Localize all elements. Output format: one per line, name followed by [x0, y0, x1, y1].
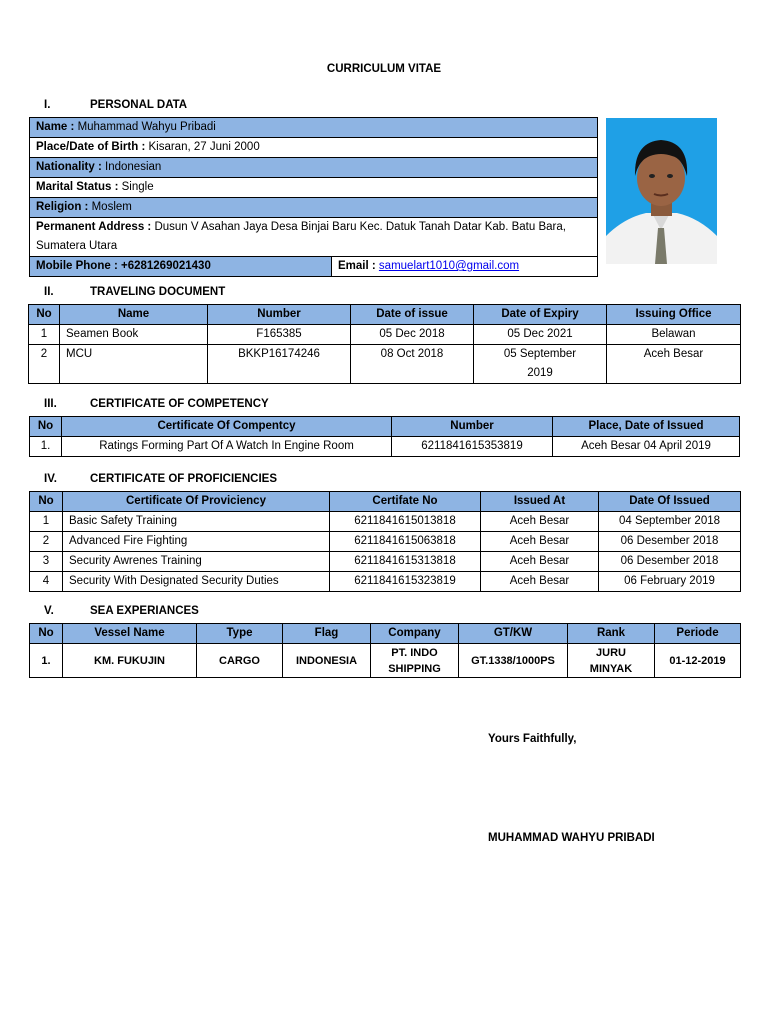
cell-no: 4 [30, 572, 63, 592]
cell-certificate-no: 6211841615323819 [330, 572, 481, 592]
cell-date-issued: 06 February 2019 [599, 572, 741, 592]
column-header: Flag [283, 624, 371, 644]
cell-date-issued: 06 Desember 2018 [599, 532, 741, 552]
competency-table [29, 416, 740, 457]
section-personal-data [44, 99, 344, 115]
section-heading: TRAVELING DOCUMENT [90, 286, 226, 298]
contact-row [30, 257, 598, 277]
cell-date-expiry: 05 September 2019 [474, 345, 607, 384]
cell-certificate-no: 6211841615013818 [330, 512, 481, 532]
section-heading: PERSONAL DATA [90, 99, 188, 111]
column-header: Name [60, 305, 208, 325]
column-header: Date of Expiry [474, 305, 607, 325]
cell-no: 1. [30, 644, 63, 678]
cell-number: 6211841615353819 [392, 437, 553, 457]
birth-row [30, 138, 598, 158]
nationality-row [30, 158, 598, 178]
section-certificate-of-competency [44, 398, 344, 414]
document-title: CURRICULUM VITAE [326, 63, 442, 75]
cell-place-date: Aceh Besar 04 April 2019 [553, 437, 740, 457]
cell-vessel-name: KM. FUKUJIN [63, 644, 197, 678]
column-header: No [30, 624, 63, 644]
section-heading: CERTIFICATE OF COMPETENCY [90, 398, 269, 410]
cell-no: 2 [29, 345, 60, 384]
personal-data-table [29, 117, 598, 277]
section-sea-experiences [44, 605, 344, 621]
column-header: Vessel Name [63, 624, 197, 644]
column-header: No [30, 417, 62, 437]
signature-name: MUHAMMAD WAHYU PRIBADI [488, 832, 655, 844]
cell-number: F165385 [208, 325, 351, 345]
cell-issued-at: Aceh Besar [481, 512, 599, 532]
marital-row [30, 178, 598, 198]
marital-label: Marital Status : [36, 181, 119, 193]
table-row [30, 552, 741, 572]
table-row [29, 325, 741, 345]
section-certificate-of-proficiencies [44, 473, 344, 489]
religion-label: Religion : [36, 201, 89, 213]
address-value: Dusun V Asahan Jaya Desa Binjai Baru Kec. Datuk Tanah Datar Kab. Batu Bara, Sumatera Utara [36, 221, 566, 252]
column-header: Issuing Office [607, 305, 741, 325]
section-heading: CERTIFICATE OF PROFICIENCIES [90, 473, 277, 485]
column-header: No [30, 492, 63, 512]
portrait-illustration [606, 118, 717, 264]
cell-certificate-no: 6211841615313818 [330, 552, 481, 572]
cell-number: BKKP16174246 [208, 345, 351, 384]
section-number: II. [44, 286, 54, 298]
cell-issued-at: Aceh Besar [481, 532, 599, 552]
column-header: Periode [655, 624, 741, 644]
nationality-label: Nationality : [36, 161, 102, 173]
marital-value: Single [121, 181, 154, 193]
section-number: V. [44, 605, 54, 617]
column-header: Place, Date of Issued [553, 417, 740, 437]
cell-name: MCU [60, 345, 208, 384]
cell-issued-at: Aceh Besar [481, 552, 599, 572]
cell-certificate: Basic Safety Training [63, 512, 330, 532]
cell-gt-kw: GT.1338/1000PS [459, 644, 568, 678]
table-row [30, 572, 741, 592]
column-header: GT/KW [459, 624, 568, 644]
table-header-row [30, 417, 740, 437]
cell-no: 3 [30, 552, 63, 572]
table-header-row [30, 624, 741, 644]
name-row [30, 118, 598, 138]
column-header: Type [197, 624, 283, 644]
cell-date-issue: 08 Oct 2018 [351, 345, 474, 384]
column-header: Date Of Issued [599, 492, 741, 512]
cell-name: Seamen Book [60, 325, 208, 345]
cell-date-expiry: 05 Dec 2021 [474, 325, 607, 345]
cell-certificate: Advanced Fire Fighting [63, 532, 330, 552]
cell-certificate-no: 6211841615063818 [330, 532, 481, 552]
column-header: Certificate Of Proviciency [63, 492, 330, 512]
phone-value: +6281269021430 [120, 260, 211, 272]
name-label: Name : [36, 121, 75, 133]
column-header: Number [208, 305, 351, 325]
address-label: Permanent Address : [36, 221, 152, 233]
cell-type: CARGO [197, 644, 283, 678]
proficiencies-table [29, 491, 741, 592]
cell-certificate: Ratings Forming Part Of A Watch In Engine Room [62, 437, 392, 457]
traveling-document-table [28, 304, 741, 384]
table-header-row [30, 492, 741, 512]
name-value: Muhammad Wahyu Pribadi [77, 121, 216, 133]
column-header: Certifate No [330, 492, 481, 512]
cell-certificate: Security With Designated Security Duties [63, 572, 330, 592]
cell-date-issue: 05 Dec 2018 [351, 325, 474, 345]
profile-photo [606, 118, 717, 264]
column-header: Number [392, 417, 553, 437]
phone-label: Mobile Phone : [36, 260, 118, 272]
religion-row [30, 198, 598, 218]
cell-no: 1 [29, 325, 60, 345]
table-header-row [29, 305, 741, 325]
table-row [30, 532, 741, 552]
column-header: Date of issue [351, 305, 474, 325]
column-header: Rank [568, 624, 655, 644]
birth-value: Kisaran, 27 Juni 2000 [148, 141, 260, 153]
table-row [30, 512, 741, 532]
sea-experience-table [29, 623, 741, 678]
column-header: Certificate Of Compentcy [62, 417, 392, 437]
cell-periode: 01-12-2019 [655, 644, 741, 678]
cell-issuing-office: Belawan [607, 325, 741, 345]
email-label: Email : [338, 260, 376, 272]
cell-no: 1 [30, 512, 63, 532]
table-row [30, 437, 740, 457]
cell-issued-at: Aceh Besar [481, 572, 599, 592]
section-number: IV. [44, 473, 58, 485]
cell-issuing-office: Aceh Besar [607, 345, 741, 384]
birth-label: Place/Date of Birth : [36, 141, 146, 153]
email-link[interactable]: samuelart1010@gmail.com [378, 260, 520, 272]
table-row [29, 345, 741, 384]
cell-flag: INDONESIA [283, 644, 371, 678]
section-number: III. [44, 398, 57, 410]
cell-no: 1. [30, 437, 62, 457]
religion-value: Moslem [91, 201, 132, 213]
column-header: Issued At [481, 492, 599, 512]
cell-no: 2 [30, 532, 63, 552]
cell-date-issued: 06 Desember 2018 [599, 552, 741, 572]
column-header: No [29, 305, 60, 325]
address-row [30, 218, 598, 257]
section-heading: SEA EXPERIANCES [90, 605, 199, 617]
closing-text: Yours Faithfully, [488, 733, 577, 745]
cell-company: PT. INDO SHIPPING [371, 644, 459, 678]
table-row [30, 644, 741, 678]
section-number: I. [44, 99, 51, 111]
nationality-value: Indonesian [105, 161, 162, 173]
section-traveling-document [44, 286, 344, 302]
cell-rank: JURU MINYAK [568, 644, 655, 678]
cell-certificate: Security Awrenes Training [63, 552, 330, 572]
column-header: Company [371, 624, 459, 644]
cell-date-issued: 04 September 2018 [599, 512, 741, 532]
